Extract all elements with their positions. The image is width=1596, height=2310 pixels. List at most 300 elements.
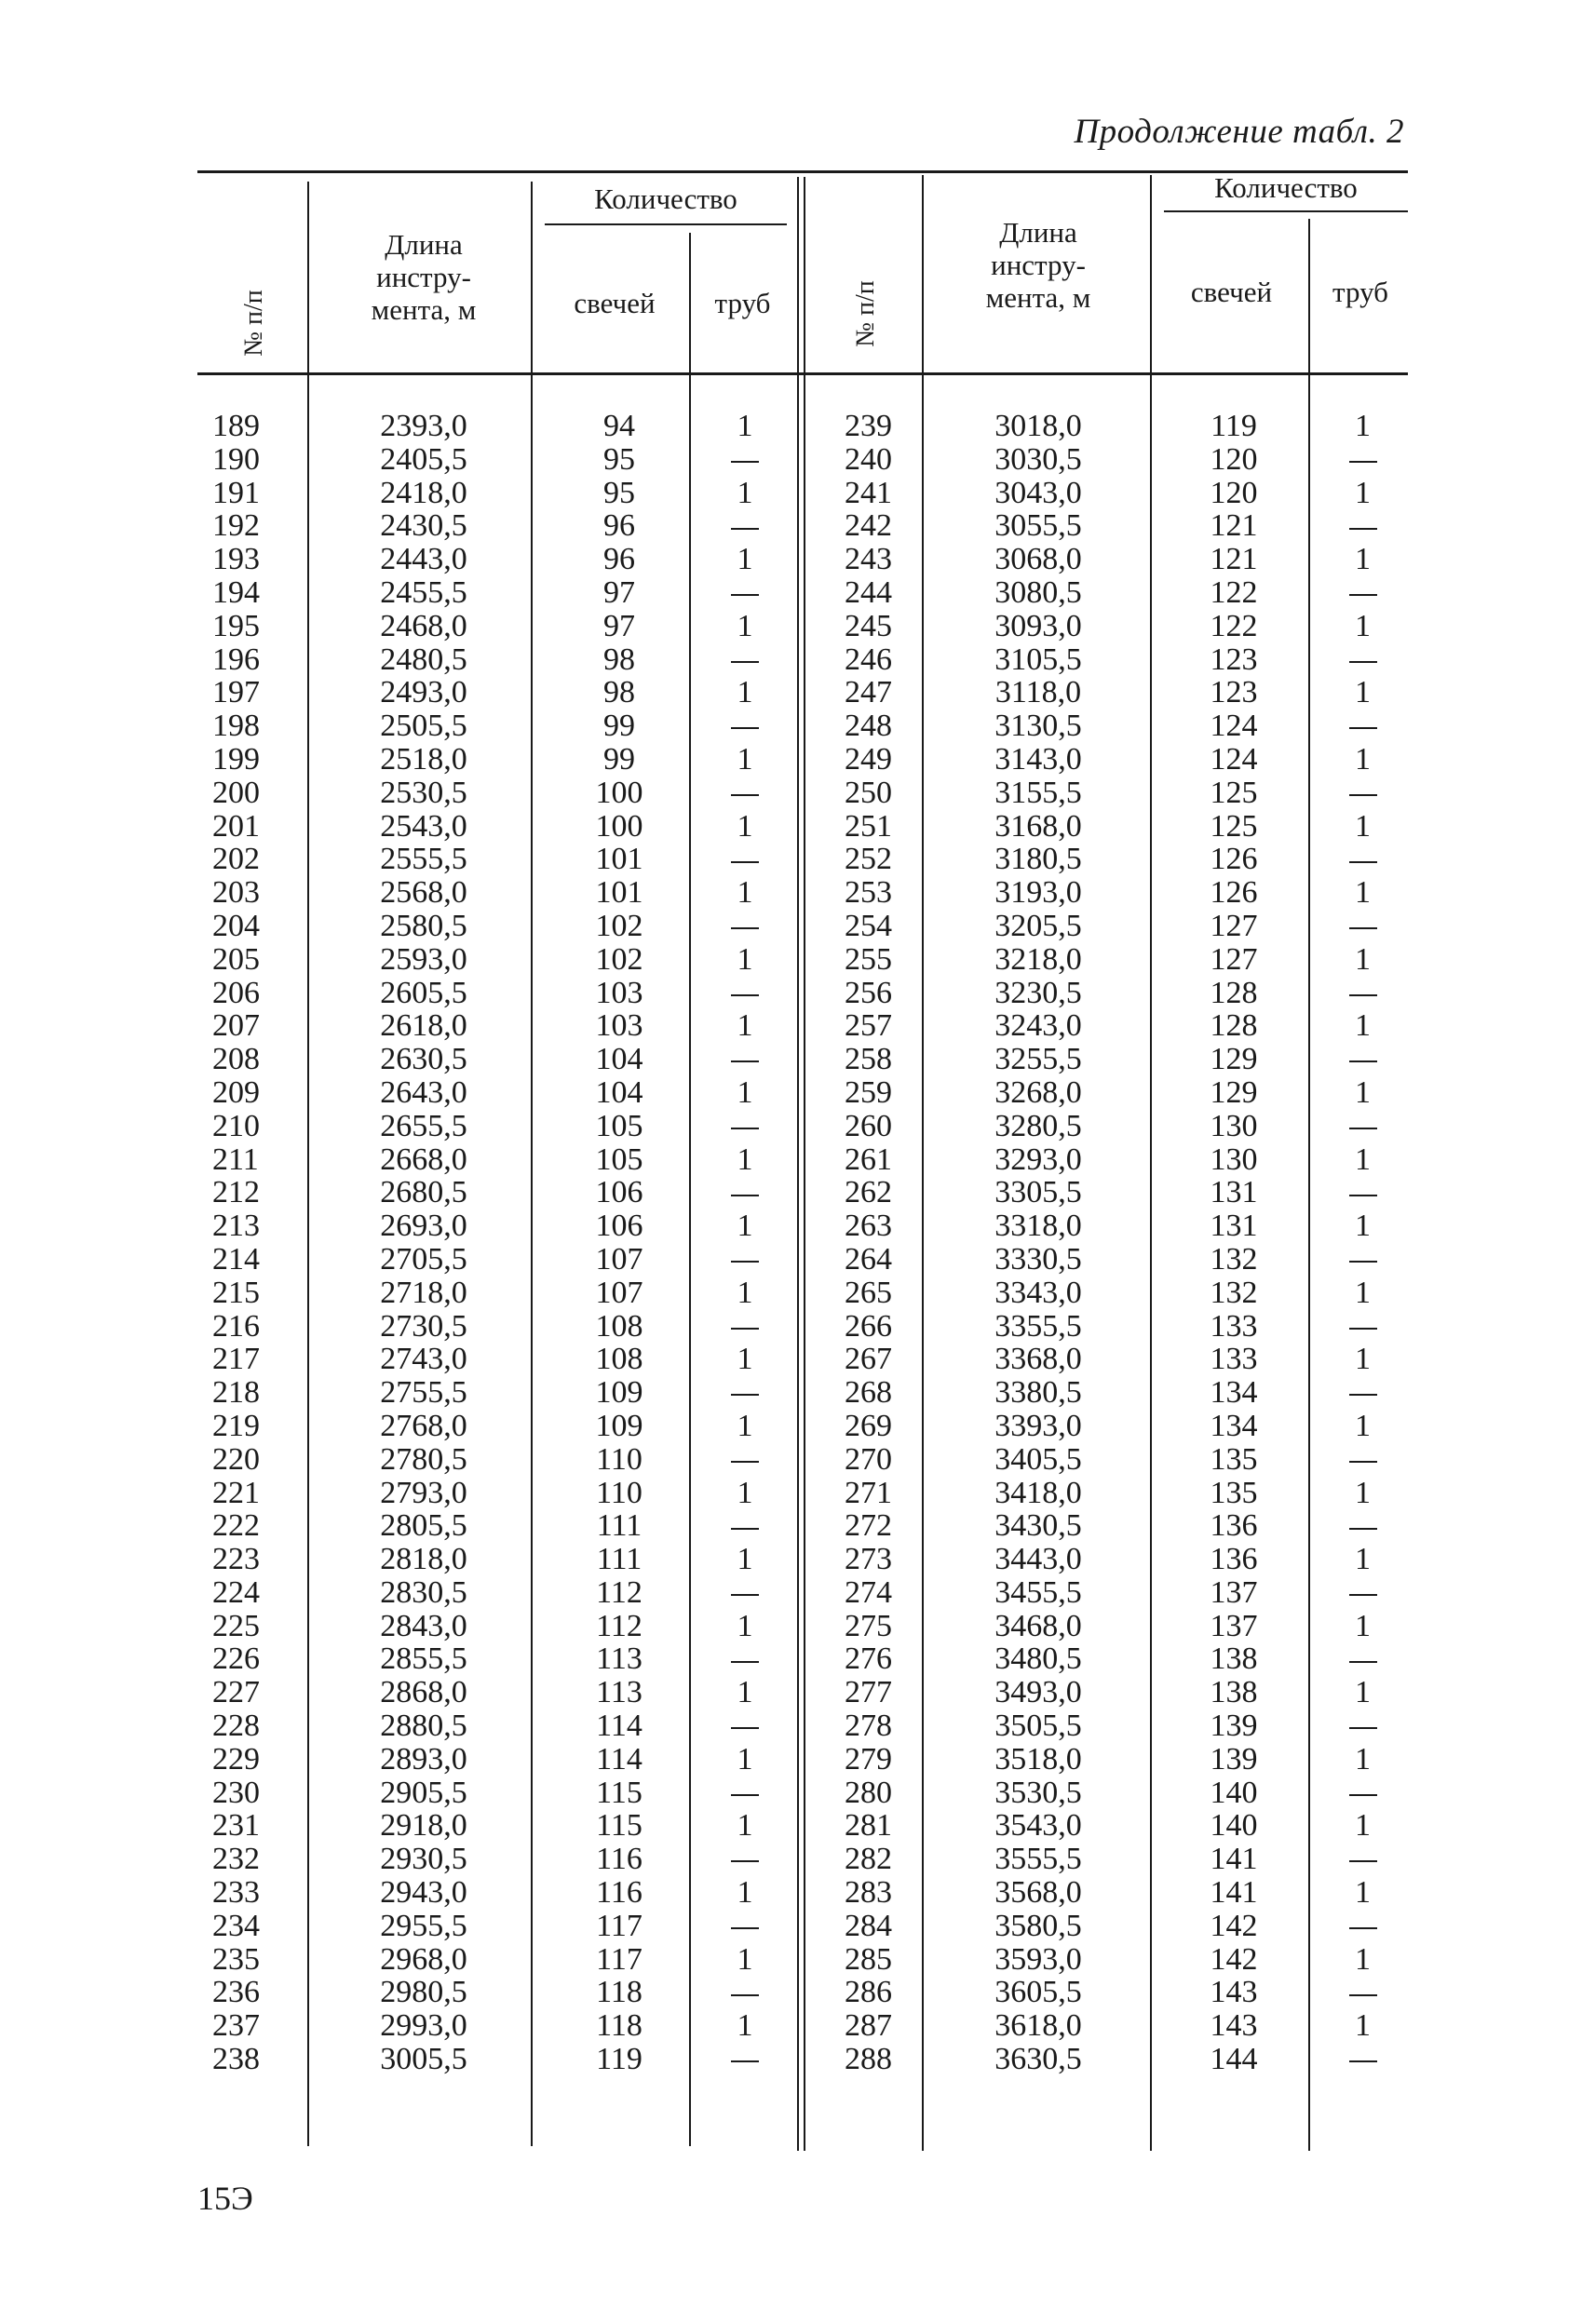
length-cell: 2630,5: [380, 1042, 467, 1077]
pipes-cell: [698, 1910, 791, 1943]
row-number-cell: 272: [845, 1508, 892, 1544]
pipes-cell: [698, 643, 791, 677]
length-cell: 2743,0: [380, 1342, 467, 1377]
row-number-cell: 242: [845, 508, 892, 544]
pipes-cell: 1: [737, 1542, 753, 1577]
dash-mark: [731, 1128, 759, 1129]
row-number-cell: 197: [212, 675, 260, 710]
right-candles-column: [1164, 410, 1304, 2076]
row-number-cell: 271: [845, 1475, 892, 1510]
length-cell: 3605,5: [994, 1975, 1082, 2010]
right-col-divider-3: [1308, 219, 1310, 2151]
row-number-cell: 230: [212, 1775, 260, 1810]
row-number-cell: 232: [212, 1842, 260, 1877]
row-number-cell: 236: [212, 1975, 260, 2010]
row-number-cell: 252: [845, 842, 892, 877]
length-cell: 3068,0: [994, 542, 1082, 577]
length-cell: 3268,0: [994, 1074, 1082, 1110]
row-number-cell: 235: [212, 1941, 260, 1977]
pipes-cell: [1318, 1576, 1408, 1610]
candles-cell: 111: [596, 1542, 642, 1577]
candles-cell: 106: [595, 1175, 643, 1210]
dash-mark: [731, 794, 759, 796]
pipes-cell: [698, 576, 791, 610]
row-number-cell: 229: [212, 1741, 260, 1776]
pipes-cell: [1318, 709, 1408, 743]
candles-cell: 120: [1210, 441, 1258, 477]
candles-cell: 127: [1210, 908, 1258, 943]
row-number-cell: 250: [845, 775, 892, 810]
candles-cell: 126: [1210, 875, 1258, 911]
pipes-cell: [1318, 1376, 1408, 1410]
row-number-cell: 266: [845, 1308, 892, 1344]
row-number-cell: 268: [845, 1375, 892, 1411]
row-number-cell: 283: [845, 1875, 892, 1911]
row-number-cell: 282: [845, 1842, 892, 1877]
candles-cell: 102: [595, 941, 643, 977]
left-pipes-header: труб: [714, 287, 771, 319]
candles-cell: 119: [1211, 409, 1257, 443]
length-cell: 2518,0: [380, 741, 467, 777]
candles-cell: 135: [1210, 1441, 1258, 1477]
row-number-cell: 226: [212, 1641, 260, 1677]
length-cell: 2668,0: [380, 1141, 467, 1177]
pipes-cell: [698, 2043, 791, 2076]
dash-mark: [731, 1394, 759, 1396]
row-number-cell: 246: [845, 642, 892, 677]
pipes-cell: [698, 1843, 791, 1876]
dash-mark: [1349, 861, 1377, 863]
length-cell: 3505,5: [994, 1709, 1082, 1744]
pipes-cell: [1318, 910, 1408, 943]
pipes-cell: [1318, 443, 1408, 477]
row-number-cell: 210: [212, 1108, 260, 1143]
pipes-cell: 1: [737, 1141, 753, 1177]
pipes-cell: [698, 709, 791, 743]
length-cell: 2580,5: [380, 908, 467, 943]
dash-mark: [1349, 1860, 1377, 1862]
pipes-cell: [1318, 2043, 1408, 2076]
pipes-cell: [698, 1176, 791, 1209]
length-header-line-2: инстру-: [376, 261, 471, 293]
candles-cell: 129: [1210, 1042, 1258, 1077]
pipes-cell: [1318, 1843, 1408, 1876]
length-cell: 3118,0: [994, 675, 1082, 710]
row-number-cell: 254: [845, 908, 892, 943]
row-number-cell: 249: [845, 741, 892, 777]
dash-mark: [1349, 1060, 1377, 1062]
left-number-column: [212, 410, 301, 2076]
row-number-cell: 201: [212, 808, 260, 844]
candles-cell: 122: [1210, 574, 1258, 610]
row-number-cell: 214: [212, 1241, 260, 1277]
length-cell: 3380,5: [994, 1375, 1082, 1411]
candles-cell: 124: [1210, 741, 1258, 777]
candles-cell: 103: [595, 1008, 643, 1044]
row-number-cell: 257: [845, 1008, 892, 1044]
row-number-cell: 279: [845, 1741, 892, 1776]
pipes-cell: 1: [1355, 1141, 1371, 1177]
pipes-cell: 1: [737, 1008, 753, 1044]
dash-mark: [1349, 1195, 1377, 1196]
pipes-cell: 1: [737, 475, 753, 510]
dash-mark: [731, 1060, 759, 1062]
dash-mark: [731, 1994, 759, 1996]
length-cell: 3005,5: [380, 2042, 467, 2077]
dash-mark: [731, 1195, 759, 1196]
dash-mark: [731, 661, 759, 663]
candles-cell: 126: [1210, 842, 1258, 877]
candles-cell: 144: [1210, 2042, 1258, 2077]
pipes-cell: [698, 443, 791, 477]
pipes-cell: [698, 1709, 791, 1743]
pipes-cell: [1318, 1310, 1408, 1344]
dash-mark: [1349, 727, 1377, 729]
length-cell: 3305,5: [994, 1175, 1082, 1210]
pipes-cell: 1: [1355, 1741, 1371, 1776]
pipes-cell: 1: [1355, 1542, 1371, 1577]
pipes-cell: [1318, 576, 1408, 610]
row-number-cell: 265: [845, 1275, 892, 1310]
right-col-divider-2: [1150, 175, 1152, 2151]
candles-cell: 102: [595, 908, 643, 943]
row-number-cell: 191: [212, 475, 260, 510]
length-cell: 3030,5: [994, 441, 1082, 477]
left-quantity-header: Количество: [594, 182, 737, 215]
candles-cell: 113: [596, 1675, 642, 1710]
candles-cell: 95: [603, 475, 635, 510]
length-cell: 3193,0: [994, 875, 1082, 911]
pipes-cell: [1318, 1243, 1408, 1277]
length-cell: 3205,5: [994, 908, 1082, 943]
length-cell: 3330,5: [994, 1241, 1082, 1277]
candles-cell: 133: [1210, 1342, 1258, 1377]
pipes-cell: [698, 1576, 791, 1610]
header-bottom-rule: [197, 372, 1408, 375]
row-number-cell: 228: [212, 1709, 260, 1744]
length-cell: 3580,5: [994, 1908, 1082, 1943]
pipes-cell: [698, 1976, 791, 2009]
row-number-cell: 253: [845, 875, 892, 911]
pipes-cell: 1: [737, 542, 753, 577]
right-number-column: [819, 410, 917, 2076]
pipes-cell: [698, 1243, 791, 1277]
length-cell: 3218,0: [994, 941, 1082, 977]
pipes-cell: 1: [737, 1209, 753, 1244]
dash-mark: [1349, 661, 1377, 663]
candles-cell: 130: [1210, 1108, 1258, 1143]
row-number-cell: 259: [845, 1074, 892, 1110]
row-number-cell: 255: [845, 941, 892, 977]
row-number-cell: 206: [212, 975, 260, 1010]
candles-cell: 140: [1210, 1808, 1258, 1844]
right-length-header: [931, 216, 1145, 314]
right-quantity-underline: [1164, 210, 1408, 212]
row-number-cell: 287: [845, 2008, 892, 2044]
row-number-cell: 239: [845, 409, 892, 443]
pipes-cell: 1: [1355, 475, 1371, 510]
length-cell: 2680,5: [380, 1175, 467, 1210]
pipes-cell: 1: [1355, 1008, 1371, 1044]
row-number-cell: 221: [212, 1475, 260, 1510]
pipes-cell: [698, 509, 791, 543]
candles-cell: 140: [1210, 1775, 1258, 1810]
row-number-cell: 267: [845, 1342, 892, 1377]
length-cell: 2505,5: [380, 709, 467, 744]
page-number: 15Э: [197, 2180, 253, 2217]
candles-cell: 138: [1210, 1641, 1258, 1677]
row-number-cell: 278: [845, 1709, 892, 1744]
length-cell: 3368,0: [994, 1342, 1082, 1377]
length-cell: 3255,5: [994, 1042, 1082, 1077]
row-number-cell: 241: [845, 475, 892, 510]
row-number-cell: 261: [845, 1141, 892, 1177]
length-cell: 2768,0: [380, 1408, 467, 1443]
candles-cell: 139: [1210, 1741, 1258, 1776]
pipes-cell: 1: [1355, 1275, 1371, 1310]
length-cell: 2705,5: [380, 1241, 467, 1277]
row-number-cell: 192: [212, 508, 260, 544]
pipes-cell: [1318, 1976, 1408, 2009]
pipes-cell: 1: [737, 1408, 753, 1443]
dash-mark: [731, 1727, 759, 1729]
candles-cell: 118: [596, 1975, 642, 2010]
pipes-cell: [1318, 643, 1408, 677]
pipes-cell: 1: [1355, 675, 1371, 710]
row-number-cell: 245: [845, 608, 892, 643]
dash-mark: [1349, 1261, 1377, 1263]
length-cell: 2880,5: [380, 1709, 467, 1744]
length-cell: 3105,5: [994, 642, 1082, 677]
pipes-cell: 1: [737, 1741, 753, 1776]
candles-cell: 130: [1210, 1141, 1258, 1177]
pipes-cell: 1: [737, 808, 753, 844]
row-number-cell: 199: [212, 741, 260, 777]
candles-cell: 137: [1210, 1574, 1258, 1610]
candles-cell: 99: [603, 709, 635, 744]
dash-mark: [731, 1927, 759, 1929]
candles-cell: 108: [595, 1308, 643, 1344]
candles-cell: 111: [596, 1508, 642, 1544]
row-number-cell: 238: [212, 2042, 260, 2077]
pipes-cell: 1: [737, 941, 753, 977]
pipes-cell: [698, 1310, 791, 1344]
length-cell: 3405,5: [994, 1441, 1082, 1477]
pipes-cell: 1: [737, 608, 753, 643]
length-cell: 2805,5: [380, 1508, 467, 1544]
candles-cell: 132: [1210, 1275, 1258, 1310]
dash-mark: [1349, 1727, 1377, 1729]
dash-mark: [1349, 1794, 1377, 1796]
pipes-cell: 1: [737, 1675, 753, 1710]
pipes-cell: [698, 777, 791, 810]
row-number-cell: 256: [845, 975, 892, 1010]
length-cell: 3618,0: [994, 2008, 1082, 2044]
candles-cell: 129: [1210, 1074, 1258, 1110]
candles-cell: 104: [595, 1074, 643, 1110]
left-candles-column: [549, 410, 689, 2076]
length-cell: 3518,0: [994, 1741, 1082, 1776]
dash-mark: [1349, 1461, 1377, 1463]
row-number-cell: 196: [212, 642, 260, 677]
pipes-cell: 1: [737, 1608, 753, 1643]
dash-mark: [1349, 794, 1377, 796]
candles-cell: 98: [603, 675, 635, 710]
length-cell: 3293,0: [994, 1141, 1082, 1177]
dash-mark: [731, 1594, 759, 1596]
length-cell: 3568,0: [994, 1875, 1082, 1911]
pipes-cell: [1318, 1043, 1408, 1076]
pipes-cell: 1: [1355, 2008, 1371, 2044]
left-pipes-column: [698, 410, 791, 2076]
row-number-cell: 262: [845, 1175, 892, 1210]
dash-mark: [1349, 1594, 1377, 1596]
dash-mark: [1349, 1528, 1377, 1530]
row-number-cell: 212: [212, 1175, 260, 1210]
pipes-cell: [698, 1443, 791, 1477]
right-length-column: [940, 410, 1136, 2076]
right-pipes-column: [1318, 410, 1408, 2076]
pipes-cell: [698, 1376, 791, 1410]
candles-cell: 143: [1210, 1975, 1258, 2010]
length-cell: 3343,0: [994, 1275, 1082, 1310]
row-number-cell: 189: [212, 409, 260, 443]
pipes-cell: 1: [1355, 1074, 1371, 1110]
pipes-cell: 1: [737, 1275, 753, 1310]
row-number-cell: 264: [845, 1241, 892, 1277]
row-number-cell: 248: [845, 709, 892, 744]
candles-cell: 127: [1210, 941, 1258, 977]
candles-cell: 101: [595, 875, 643, 911]
length-cell: 2893,0: [380, 1741, 467, 1776]
candles-cell: 109: [595, 1375, 643, 1411]
pipes-cell: 1: [1355, 1408, 1371, 1443]
row-number-cell: 258: [845, 1042, 892, 1077]
dash-mark: [1349, 1394, 1377, 1396]
candles-cell: 106: [595, 1209, 643, 1244]
length-header-line-2: инстру-: [991, 249, 1086, 281]
row-number-cell: 275: [845, 1608, 892, 1643]
length-cell: 2530,5: [380, 775, 467, 810]
length-cell: 2593,0: [380, 941, 467, 977]
candles-cell: 134: [1210, 1408, 1258, 1443]
pipes-cell: [1318, 509, 1408, 543]
row-number-cell: 244: [845, 574, 892, 610]
row-number-cell: 207: [212, 1008, 260, 1044]
row-number-cell: 263: [845, 1209, 892, 1244]
row-number-cell: 285: [845, 1941, 892, 1977]
length-cell: 3180,5: [994, 842, 1082, 877]
length-cell: 2830,5: [380, 1574, 467, 1610]
row-number-cell: 251: [845, 808, 892, 844]
pipes-cell: 1: [737, 741, 753, 777]
row-number-cell: 274: [845, 1574, 892, 1610]
length-cell: 2555,5: [380, 842, 467, 877]
dash-mark: [731, 528, 759, 530]
candles-cell: 97: [603, 574, 635, 610]
pipes-cell: 1: [737, 1875, 753, 1911]
pipes-cell: [698, 1110, 791, 1143]
row-number-cell: 288: [845, 2042, 892, 2077]
dash-mark: [1349, 461, 1377, 463]
length-cell: 3543,0: [994, 1808, 1082, 1844]
length-cell: 3393,0: [994, 1408, 1082, 1443]
left-candles-header: свечей: [574, 287, 656, 319]
candles-cell: 133: [1210, 1308, 1258, 1344]
dash-mark: [1349, 528, 1377, 530]
row-number-cell: 281: [845, 1808, 892, 1844]
left-quantity-underline: [545, 223, 787, 225]
candles-cell: 100: [595, 808, 643, 844]
length-cell: 2443,0: [380, 542, 467, 577]
length-cell: 3555,5: [994, 1842, 1082, 1877]
dash-mark: [731, 727, 759, 729]
length-cell: 3355,5: [994, 1308, 1082, 1344]
left-length-column: [335, 410, 512, 2076]
dash-mark: [1349, 1994, 1377, 1996]
candles-cell: 113: [596, 1641, 642, 1677]
pipes-cell: [1318, 843, 1408, 876]
length-cell: 2405,5: [380, 441, 467, 477]
pipes-cell: 1: [1355, 1808, 1371, 1844]
pipes-cell: [1318, 1110, 1408, 1143]
candles-cell: 122: [1210, 608, 1258, 643]
pipes-cell: [698, 977, 791, 1010]
row-number-cell: 240: [845, 441, 892, 477]
left-col-divider-2: [531, 182, 533, 2146]
length-cell: 3493,0: [994, 1675, 1082, 1710]
length-cell: 2868,0: [380, 1675, 467, 1710]
candles-cell: 134: [1210, 1375, 1258, 1411]
pipes-cell: 1: [1355, 1209, 1371, 1244]
row-number-cell: 219: [212, 1408, 260, 1443]
length-cell: 3455,5: [994, 1574, 1082, 1610]
candles-cell: 136: [1210, 1508, 1258, 1544]
length-cell: 2455,5: [380, 574, 467, 610]
pipes-cell: 1: [737, 875, 753, 911]
row-number-cell: 224: [212, 1574, 260, 1610]
row-number-cell: 205: [212, 941, 260, 977]
length-header-line-3: мента, м: [985, 281, 1091, 314]
length-cell: 2393,0: [380, 409, 467, 443]
row-number-cell: 227: [212, 1675, 260, 1710]
candles-cell: 131: [1210, 1209, 1258, 1244]
pipes-cell: 1: [1355, 1675, 1371, 1710]
pipes-cell: 1: [737, 409, 753, 443]
length-cell: 2905,5: [380, 1775, 467, 1810]
candles-cell: 100: [595, 775, 643, 810]
candles-cell: 128: [1210, 1008, 1258, 1044]
candles-cell: 125: [1210, 808, 1258, 844]
candles-cell: 116: [596, 1842, 642, 1877]
length-cell: 3630,5: [994, 2042, 1082, 2077]
candles-cell: 143: [1210, 2008, 1258, 2044]
left-col-divider-3: [689, 233, 691, 2146]
pipes-cell: 1: [737, 2008, 753, 2044]
candles-cell: 108: [595, 1342, 643, 1377]
length-cell: 2855,5: [380, 1641, 467, 1677]
candles-cell: 109: [595, 1408, 643, 1443]
length-cell: 3055,5: [994, 508, 1082, 544]
candles-cell: 139: [1210, 1709, 1258, 1744]
candles-cell: 96: [603, 508, 635, 544]
dash-mark: [731, 1328, 759, 1330]
row-number-cell: 286: [845, 1975, 892, 2010]
pipes-cell: [1318, 1910, 1408, 1943]
dash-mark: [731, 2060, 759, 2062]
dash-mark: [1349, 927, 1377, 929]
candles-cell: 95: [603, 441, 635, 477]
